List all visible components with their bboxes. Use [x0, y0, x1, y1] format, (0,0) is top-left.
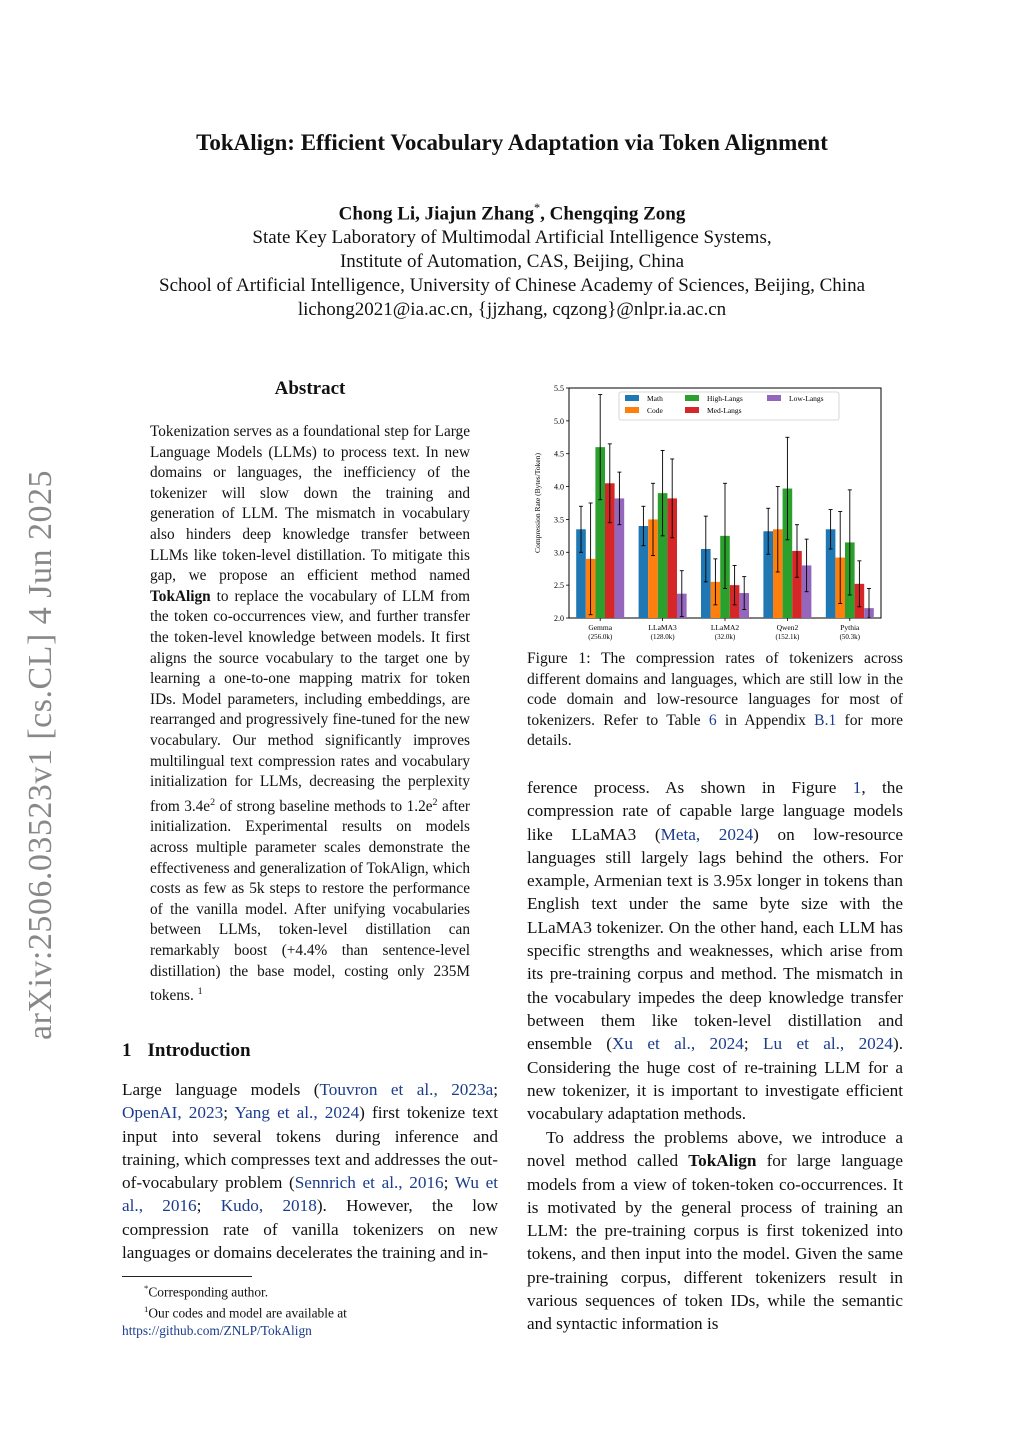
right-text-1: ference process. As shown in Figure	[527, 778, 853, 797]
right-sep-1: ;	[743, 1034, 764, 1054]
right-column-paragraph-2	[527, 1126, 903, 1336]
y-tick-label: 2.5	[554, 581, 564, 591]
affiliation-3: School of Artificial Intelligence, University of Chinese Academy of Sciences, Beijing, China	[159, 275, 865, 297]
arxiv-stamp: arXiv:2506.03523v1 [cs.CL] 4 Jun 2025	[22, 469, 59, 1040]
y-tick-label: 2.0	[554, 614, 564, 623]
figure-ref[interactable]: 1	[852, 778, 862, 797]
abstract-heading: Abstract	[274, 378, 346, 399]
y-tick-label: 4.0	[554, 482, 564, 492]
y-tick-label: 5.0	[554, 416, 564, 426]
legend-swatch-math	[625, 395, 639, 401]
appendix-ref[interactable]: B.1	[814, 711, 837, 729]
right-text-6: for large language models from a view of token-token co-occurrences. It is motivated by the general process of training an LLM: the pre-training corpus is first tokenized into tokens, and then input into the model. Given the same pre-training corpus, different tokenizers result in various sequences of token IDs, while the semantic and syntactic information is	[527, 1151, 903, 1334]
right-text-2: , the compression rate of capable large language models like LLaMA3 (	[527, 778, 903, 844]
x-tick-label: LLaMA3	[648, 623, 677, 632]
section-title: Introduction	[147, 1040, 251, 1061]
intro-text-3: ). However, the low compression rate of vanilla tokenizers on new languages or domains decelerates the training and in-	[122, 1196, 499, 1263]
citation-meta[interactable]: Meta, 2024	[660, 824, 754, 844]
legend-label-code: Code	[647, 406, 663, 415]
author-mark: *	[533, 201, 541, 215]
caption-text-3: for more details.	[527, 711, 903, 750]
right-column-paragraph-1	[527, 776, 903, 1125]
x-tick-label: Pythia	[840, 623, 860, 632]
figure-caption	[527, 649, 903, 752]
footnote-mark-2: 1	[144, 1304, 149, 1315]
citation-sennrich[interactable]: Sennrich et al., 2016	[294, 1173, 444, 1193]
abstract-text-2: to replace the vocabulary of LLM from the token co-occurrences view, and further transfer the token-level knowledge between models. It first aligns the source vocabulary to the target one by learning a one-to-one mapping matrix for token IDs. Model parameters, including embeddings, are rearranged and progressively fine-tuned for the new vocabulary. Our method significantly improves multilingual text compression rates and vocabulary initialization for LLMs, decreasing the perplexity from 3.4e	[150, 587, 470, 815]
abstract-text-4: after initialization. Experimental results on models across multiple parameter scales demonstrate the effectiveness and generalization of TokAlign, which costs as few as 5k steps to restore the performance of the vanilla model. After unifying vocabularies between LLMs, token-level distillation can remarkably boost (+4.4% than sentence-level distillation) the base model, costing only 235M tokens.	[150, 797, 470, 1005]
y-tick-label: 3.5	[554, 515, 564, 525]
affiliation-2: Institute of Automation, CAS, Beijing, China	[339, 251, 685, 273]
citation-kudo[interactable]: Kudo, 2018	[220, 1196, 317, 1216]
footnotes	[122, 1280, 502, 1340]
y-tick-label: 5.5	[554, 384, 564, 393]
legend-swatch-med-langs	[685, 407, 699, 413]
legend-label-med-langs: Med-Langs	[707, 406, 742, 415]
section-heading-introduction	[122, 1040, 251, 1062]
x-tick-sublabel: (50.3k)	[839, 633, 861, 641]
legend-swatch-low-langs	[767, 395, 781, 401]
table-ref[interactable]: 6	[708, 711, 717, 729]
right-text-5: To address the problems above, we introduce a novel method called	[527, 1128, 903, 1171]
x-tick-sublabel: (128.0k)	[650, 633, 675, 641]
abstract-method-name: TokAlign	[150, 587, 211, 605]
x-tick-label: Gemma	[588, 623, 613, 632]
y-tick-label: 3.0	[554, 548, 564, 558]
x-tick-sublabel: (32.0k)	[714, 633, 736, 641]
caption-text-1: Figure 1: The compression rates of tokenizers across different domains and languages, which are still low in the code domain and low-resource languages for most of tokenizers. Refer to Table	[527, 650, 903, 729]
citation-openai[interactable]: OpenAI, 2023	[122, 1103, 224, 1123]
caption-text-2: in Appendix	[716, 711, 815, 729]
x-tick-label: LLaMA2	[710, 623, 740, 632]
intro-paragraph	[122, 1078, 498, 1264]
footnote-code	[122, 1301, 502, 1340]
abstract-sup-2: 2	[432, 796, 438, 808]
right-text-3: ) on low-resource languages still largely lags behind the others. For example, Armenian text is 3.95x longer in tokens than English text under the same byte size with the LLaMA3 tokenizer. On the other hand, each LLM has specific strengths and weaknesses, which arise from its pre-training corpus and method. The mismatch in the vocabulary impedes the deep knowledge transfer between them like token-level distillation and ensemble (	[527, 824, 903, 1054]
x-tick-sublabel: (152.1k)	[775, 633, 800, 641]
section-number: 1	[122, 1040, 132, 1061]
compression-rate-chart	[527, 380, 907, 645]
github-link[interactable]: https://github.com/ZNLP/TokAlign	[122, 1323, 312, 1339]
legend-swatch-code	[625, 407, 639, 413]
intro-sep-3: ;	[443, 1173, 455, 1193]
legend-label-math: Math	[647, 394, 663, 403]
legend-swatch-high-langs	[685, 395, 699, 401]
intro-text-2: ) first tokenize text input into several tokens during inference and training, which compresses text and addresses the out-of-vocabulary problem (	[122, 1103, 498, 1193]
affiliation-1: State Key Laboratory of Multimodal Artificial Intelligence Systems,	[252, 227, 772, 249]
author-names: Chong Li, Jiajun Zhang	[338, 203, 534, 225]
citation-wu[interactable]: Wu et al., 2016	[122, 1173, 498, 1216]
y-tick-label: 4.5	[554, 449, 564, 459]
author-names-last: , Chengqing Zong	[540, 203, 686, 225]
footnote-text-1: Corresponding author.	[148, 1284, 269, 1300]
x-tick-sublabel: (256.0k)	[588, 633, 613, 641]
legend-label-low-langs: Low-Langs	[789, 394, 824, 403]
abstract-text-3: of strong baseline methods to 1.2e	[215, 797, 433, 815]
intro-sep-1: ;	[493, 1080, 498, 1099]
footnote-divider	[122, 1276, 252, 1277]
citation-lu[interactable]: Lu et al., 2024	[763, 1034, 893, 1054]
footnote-corresponding	[122, 1280, 502, 1301]
citation-yang[interactable]: Yang et al., 2024	[234, 1103, 360, 1123]
legend-label-high-langs: High-Langs	[707, 394, 743, 403]
author-emails: lichong2021@ia.ac.cn, {jjzhang, cqzong}@nlpr.ia.ac.cn	[297, 299, 727, 321]
abstract-footnote-mark[interactable]: 1	[197, 986, 203, 998]
citation-xu[interactable]: Xu et al., 2024	[612, 1034, 744, 1054]
author-block	[0, 196, 1024, 322]
y-axis-label: Compression Rate (Bytes/Token)	[533, 453, 542, 553]
paper-title: TokAlign: Efficient Vocabulary Adaptation via Token Alignment	[196, 130, 828, 155]
footnote-mark-1: *	[144, 1283, 149, 1293]
right-text-4: ). Considering the huge cost of re-training LLM for a new tokenizer, it is important to investigate efficient vocabulary adaptation methods.	[527, 1034, 903, 1124]
citation-touvron[interactable]: Touvron et al., 2023a	[319, 1080, 494, 1099]
x-tick-label: Qwen2	[776, 623, 799, 632]
abstract-text-1: Tokenization serves as a foundational step for Large Language Models (LLMs) to process text. In new domains or languages, the inefficiency of the tokenizer will slow down the training and generation of LLM. The mismatch in vocabulary also hinders deep knowledge transfer between LLMs like token-level distillation. To mitigate this gap, we propose an efficient method named	[150, 423, 470, 585]
abstract-sup-1: 2	[210, 796, 216, 808]
right-method-name: TokAlign	[688, 1151, 757, 1171]
intro-sep-4: ;	[196, 1196, 221, 1216]
abstract-body	[150, 422, 470, 1007]
intro-text-1: Large language models (	[122, 1080, 320, 1099]
intro-sep-2: ;	[223, 1103, 235, 1123]
footnote-text-2: Our codes and model are available at	[148, 1305, 347, 1321]
